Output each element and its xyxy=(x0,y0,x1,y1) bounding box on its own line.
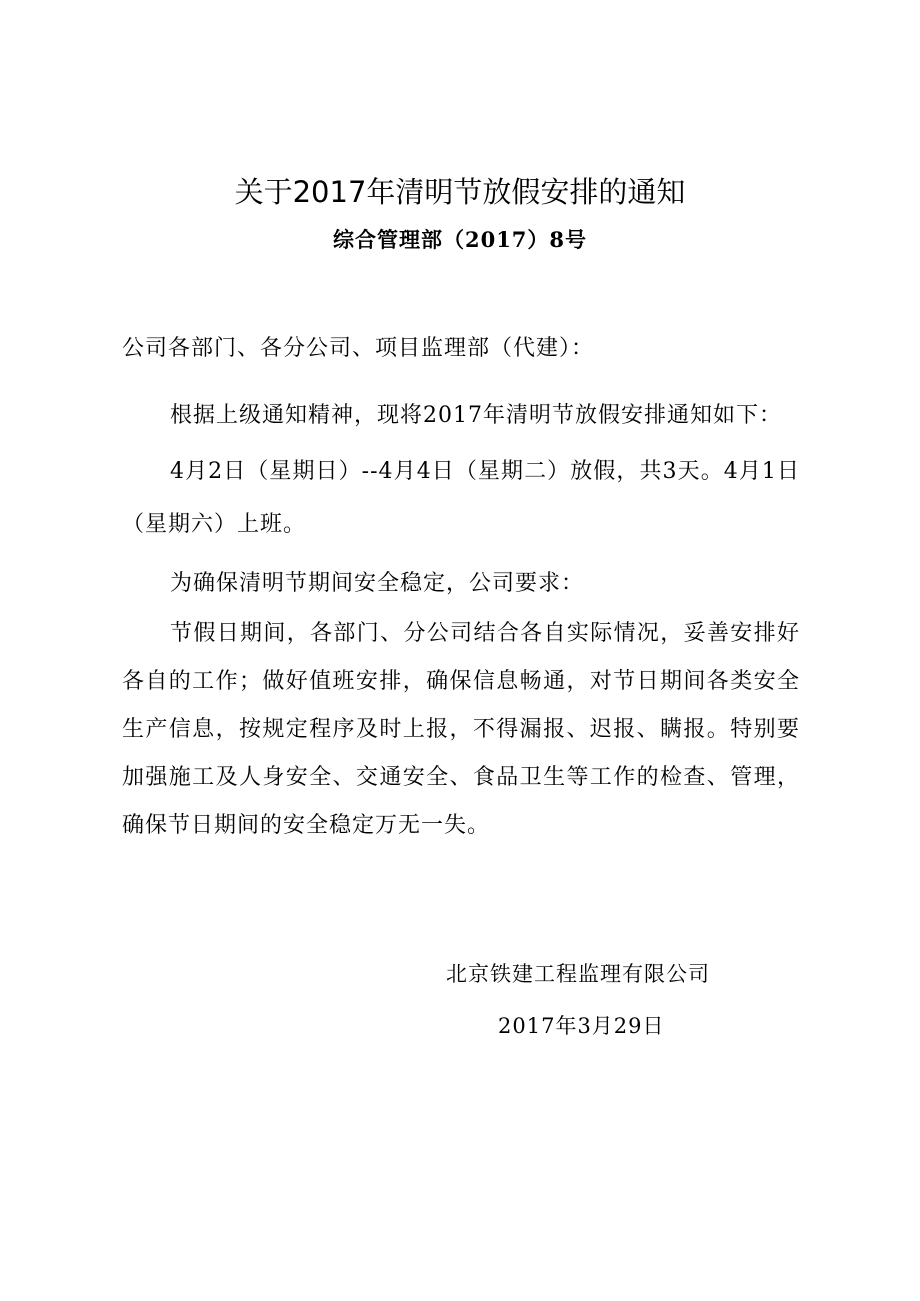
paragraph-intro: 根据上级通知精神，现将2017年清明节放假安排通知如下： xyxy=(170,403,782,428)
paragraph-schedule: 4月2日（星期日）--4月4日（星期二）放假，共3天。4月1日（星期六）上班。 xyxy=(122,459,800,537)
salutation: 公司各部门、各分公司、项目监理部（代建）： xyxy=(122,336,595,361)
signature-company: 北京铁建工程监理有限公司 xyxy=(446,962,710,986)
paragraph-requirements: 节假日期间，各部门、分公司结合各自实际情况，妥善安排好各自的工作；做好值班安排，确保信息畅通，对节日期间各类安全生产信息，按规定程序及时上报，不得漏报、迟报、瞒报。特别要加强施工及人身安全、交通安全、食品卫生等工作的检查、管理，确保节日期间的安全稳定万无一失。 xyxy=(122,621,800,838)
document-title: 关于2017年清明节放假安排的通知 xyxy=(234,175,686,209)
signature-date: 2017年3月29日 xyxy=(498,1014,665,1038)
document-number: 综合管理部（2017）8号 xyxy=(332,227,588,252)
paragraph-requirements-lead: 为确保清明节期间安全稳定，公司要求： xyxy=(170,571,585,596)
